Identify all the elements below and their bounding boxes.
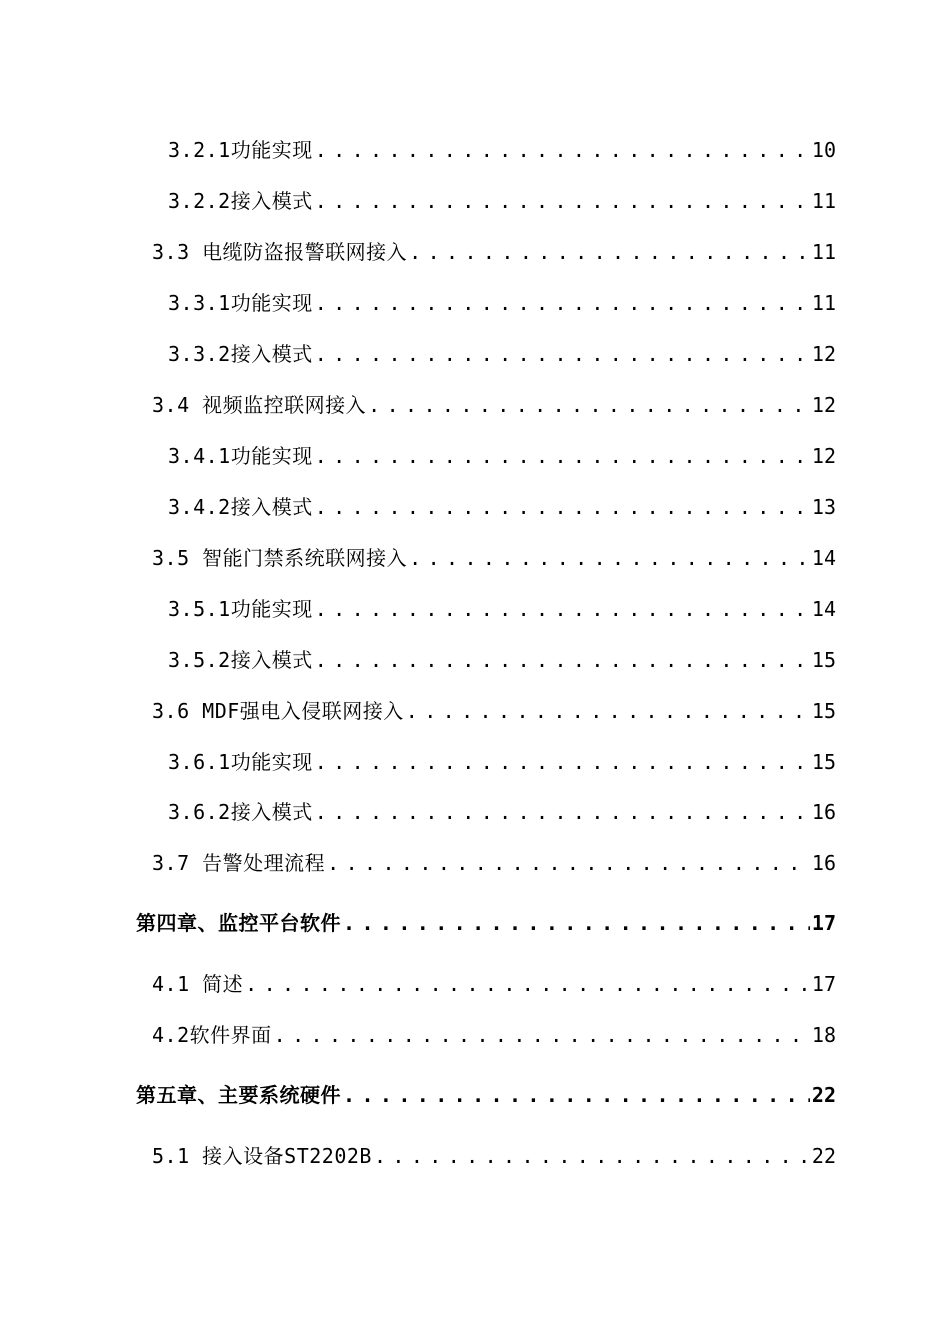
toc-entry-title: 3.5 智能门禁系统联网接入 — [152, 546, 408, 570]
toc-entry-3-3-2 — [168, 337, 836, 371]
toc-entry-title: 3.5.1功能实现 — [168, 597, 313, 621]
toc-entry-3-2-1 — [168, 133, 836, 167]
dot-leader — [315, 133, 810, 167]
toc-entry-page: 14 — [811, 597, 836, 621]
toc-entry-3-6-1 — [168, 745, 836, 779]
toc-entry-title: 5.1 接入设备ST2202B — [152, 1144, 372, 1168]
toc-entry-page: 16 — [811, 800, 836, 824]
toc-entry-page: 14 — [811, 546, 836, 570]
toc-entry-3-5 — [152, 541, 836, 575]
toc-entry-title: 3.4.2接入模式 — [168, 495, 313, 519]
toc-entry-page: 22 — [811, 1083, 836, 1107]
dot-leader — [409, 235, 810, 269]
toc-entry-title: 4.2软件界面 — [152, 1023, 272, 1047]
toc-entry-page: 11 — [811, 291, 836, 315]
toc-entry-title: 第五章、主要系统硬件 — [136, 1083, 341, 1107]
toc-entry-title: 3.7 告警处理流程 — [152, 851, 326, 875]
toc-entry-3-3-1 — [168, 286, 836, 320]
dot-leader — [327, 846, 810, 880]
toc-entry-5-1 — [152, 1139, 836, 1173]
toc-entry-page: 18 — [811, 1023, 836, 1047]
dot-leader — [315, 643, 810, 677]
toc-entry-page: 17 — [811, 972, 836, 996]
dot-leader — [315, 490, 810, 524]
toc-entry-title: 3.2.1功能实现 — [168, 138, 313, 162]
toc-entry-3-3 — [152, 235, 836, 269]
toc-entry-3-2-2 — [168, 184, 836, 218]
toc-entry-title: 3.3.2接入模式 — [168, 342, 313, 366]
toc-entry-page: 15 — [811, 648, 836, 672]
toc-entry-page: 12 — [811, 393, 836, 417]
toc-entry-3-4 — [152, 388, 836, 422]
toc-entry-page: 15 — [811, 699, 836, 723]
toc-entry-title: 3.6.1功能实现 — [168, 750, 313, 774]
toc-entry-title: 3.3.1功能实现 — [168, 291, 313, 315]
dot-leader — [315, 592, 810, 626]
toc-entry-3-5-1 — [168, 592, 836, 626]
dot-leader — [245, 967, 810, 1001]
dot-leader — [343, 1078, 810, 1112]
toc-entry-title: 3.3 电缆防盗报警联网接入 — [152, 240, 408, 264]
dot-leader — [315, 795, 810, 829]
toc-entry-title: 3.6 MDF强电入侵联网接入 — [152, 699, 404, 723]
dot-leader — [315, 286, 810, 320]
toc-entry-3-7 — [152, 846, 836, 880]
dot-leader — [315, 337, 810, 371]
dot-leader — [274, 1018, 810, 1052]
toc-entry-page: 13 — [811, 495, 836, 519]
toc-entry-3-6-2 — [168, 795, 836, 829]
toc-entry-page: 12 — [811, 444, 836, 468]
toc-entry-title: 4.1 简述 — [152, 972, 244, 996]
toc-entry-title: 3.4 视频监控联网接入 — [152, 393, 367, 417]
dot-leader — [409, 541, 810, 575]
toc-entry-page: 15 — [811, 750, 836, 774]
toc-entry-4-1 — [152, 967, 836, 1001]
toc-entry-page: 17 — [811, 911, 836, 935]
toc-entry-page: 10 — [811, 138, 836, 162]
dot-leader — [368, 388, 810, 422]
toc-chapter-4 — [136, 906, 836, 940]
toc-entry-3-6 — [152, 694, 836, 728]
toc-entry-3-4-2 — [168, 490, 836, 524]
dot-leader — [315, 439, 810, 473]
dot-leader — [343, 906, 810, 940]
toc-entry-title: 3.6.2接入模式 — [168, 800, 313, 824]
dot-leader — [315, 745, 810, 779]
toc-entry-page: 22 — [811, 1144, 836, 1168]
toc-entry-title: 3.4.1功能实现 — [168, 444, 313, 468]
dot-leader — [406, 694, 810, 728]
toc-entry-page: 11 — [811, 189, 836, 213]
toc-entry-3-4-1 — [168, 439, 836, 473]
toc-entry-title: 3.2.2接入模式 — [168, 189, 313, 213]
toc-entry-title: 第四章、监控平台软件 — [136, 911, 341, 935]
toc-entry-page: 12 — [811, 342, 836, 366]
dot-leader — [374, 1139, 810, 1173]
toc-entry-3-5-2 — [168, 643, 836, 677]
dot-leader — [315, 184, 810, 218]
toc-entry-page: 16 — [811, 851, 836, 875]
toc-entry-page: 11 — [811, 240, 836, 264]
toc-entry-title: 3.5.2接入模式 — [168, 648, 313, 672]
toc-entry-4-2 — [152, 1018, 836, 1052]
toc-chapter-5 — [136, 1078, 836, 1112]
